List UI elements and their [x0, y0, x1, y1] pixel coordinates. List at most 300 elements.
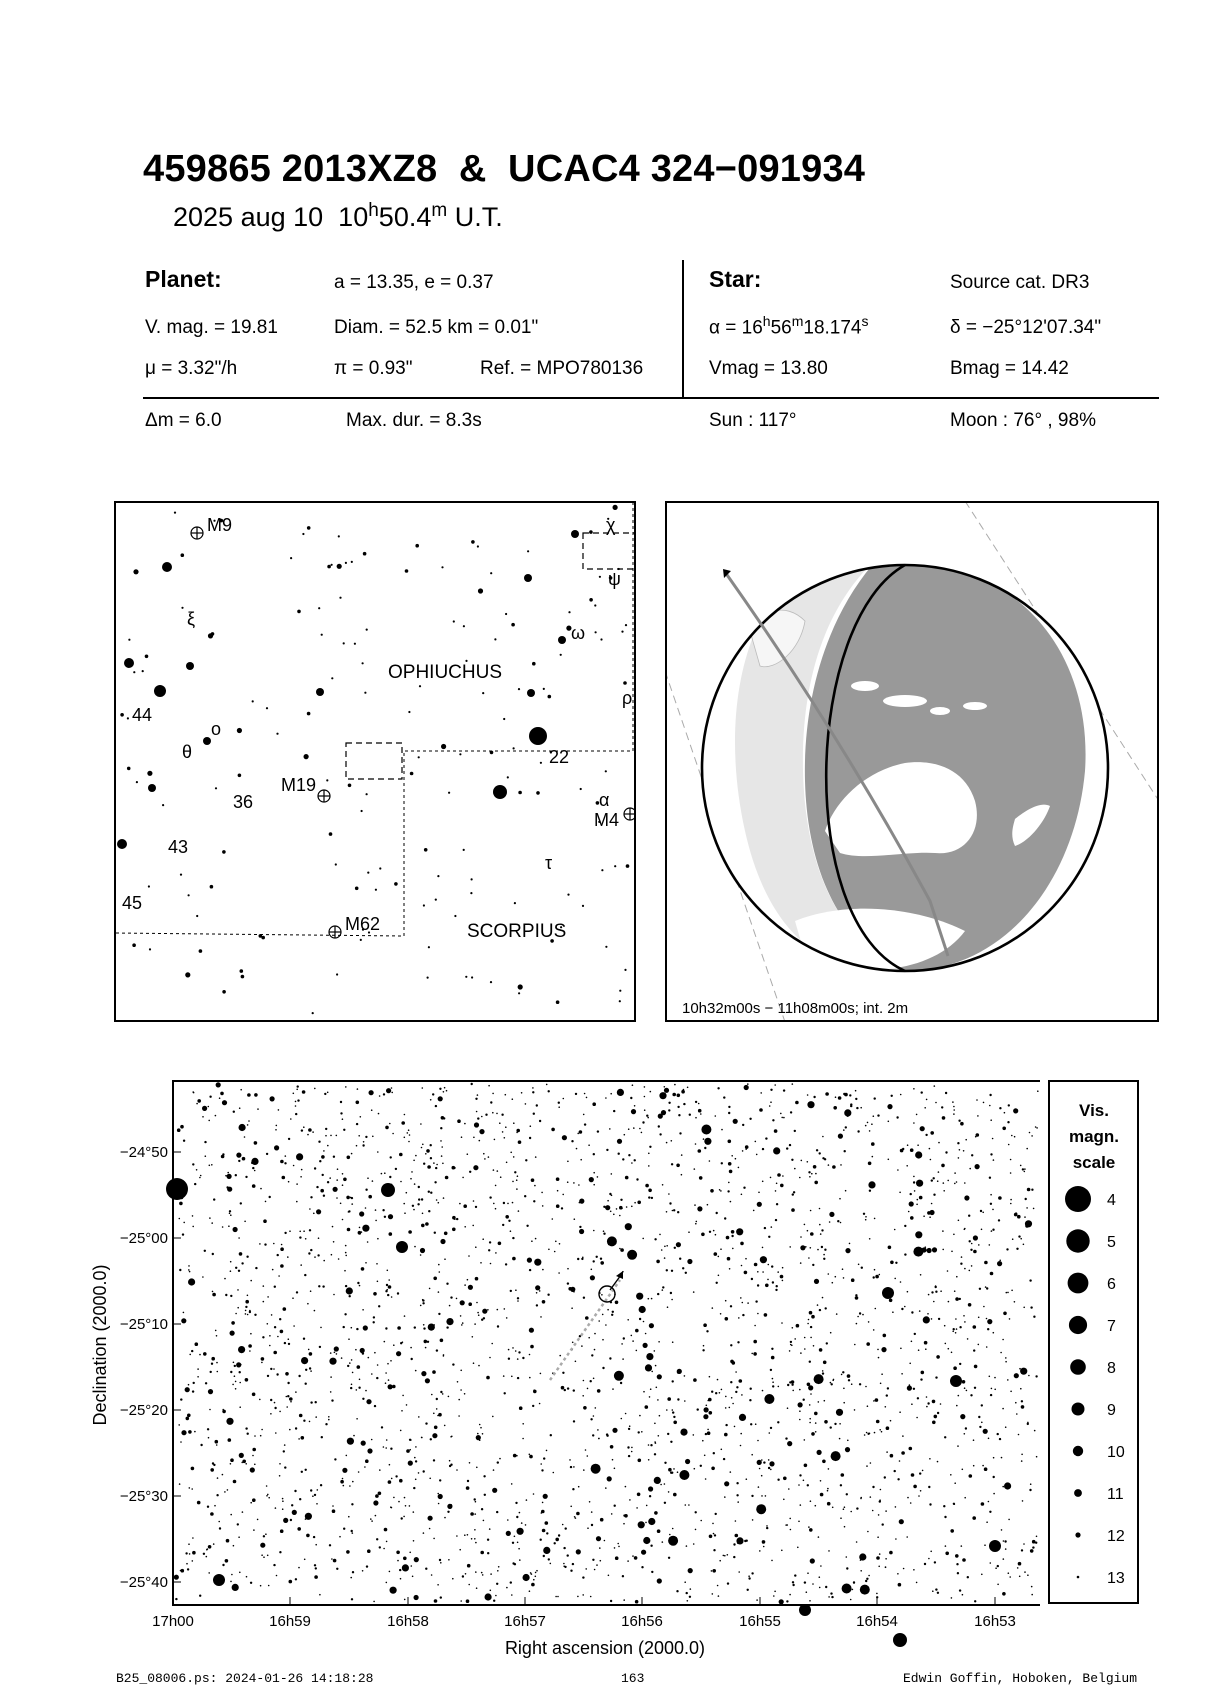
chart-star — [985, 1286, 987, 1288]
chart-star — [297, 1527, 301, 1531]
chart-star — [518, 1548, 520, 1550]
chart-star — [973, 1349, 975, 1351]
chart-star — [973, 1250, 977, 1254]
chart-star — [275, 1432, 277, 1434]
constellation-scorpius: SCORPIUS — [467, 921, 567, 942]
chart-star — [359, 1285, 361, 1287]
chart-star — [293, 1325, 295, 1327]
chart-star — [724, 1433, 728, 1437]
chart-star — [175, 1598, 177, 1600]
chart-star — [799, 1177, 801, 1179]
chart-star — [740, 1242, 744, 1246]
chart-star — [322, 1285, 324, 1287]
chart-star — [385, 1290, 387, 1292]
chart-star — [496, 1583, 498, 1585]
chart-star — [800, 1352, 802, 1354]
chart-star — [899, 1411, 901, 1413]
chart-star — [481, 1116, 483, 1118]
chart-star — [443, 1197, 445, 1199]
chart-star — [489, 1357, 491, 1359]
chart-star — [480, 1427, 482, 1429]
chart-star — [570, 1570, 572, 1572]
chart-star — [919, 1472, 921, 1474]
chart-star — [325, 1423, 327, 1425]
chart-star — [358, 1471, 360, 1473]
chart-star — [497, 1461, 499, 1463]
chart-star — [282, 1500, 284, 1502]
chart-star — [365, 1262, 367, 1264]
chart-star — [789, 1594, 791, 1596]
chart-star — [536, 1570, 538, 1572]
chart-star — [251, 1162, 253, 1164]
chart-star — [383, 1446, 385, 1448]
chart-star — [487, 1552, 489, 1554]
chart-star — [511, 1483, 513, 1485]
chart-star — [953, 1106, 955, 1108]
chart-star — [365, 1136, 367, 1138]
chart-star — [757, 1284, 759, 1286]
chart-star — [935, 1376, 937, 1378]
chart-star — [969, 1240, 971, 1242]
chart-star — [648, 1459, 650, 1461]
chart-star — [628, 1154, 630, 1156]
chart-star — [309, 1367, 311, 1369]
chart-star — [413, 1160, 415, 1162]
chart-star — [443, 1091, 445, 1093]
chart-star — [728, 1140, 732, 1144]
chart-star — [827, 1502, 831, 1506]
finder-star — [613, 505, 618, 510]
chart-star — [817, 1304, 819, 1306]
chart-star — [305, 1238, 307, 1240]
chart-star — [288, 1138, 290, 1140]
chart-star — [862, 1314, 864, 1316]
chart-star — [439, 1479, 441, 1481]
chart-star — [269, 1335, 271, 1337]
chart-star — [717, 1087, 719, 1089]
chart-star — [529, 1328, 534, 1333]
chart-star — [425, 1222, 429, 1226]
chart-star — [958, 1220, 960, 1222]
chart-star — [557, 1596, 559, 1598]
chart-star — [847, 1374, 851, 1378]
chart-star — [814, 1279, 819, 1284]
chart-star — [723, 1458, 725, 1460]
chart-star — [332, 1505, 334, 1507]
chart-star — [625, 1486, 627, 1488]
chart-star — [279, 1318, 281, 1320]
chart-star — [981, 1574, 983, 1576]
chart-star — [589, 1177, 594, 1182]
chart-star — [861, 1267, 863, 1269]
chart-star — [648, 1518, 655, 1525]
chart-star — [1037, 1090, 1039, 1092]
chart-star — [902, 1435, 904, 1437]
chart-star — [285, 1372, 289, 1376]
chart-star — [789, 1246, 791, 1248]
chart-star — [1027, 1574, 1029, 1576]
chart-star — [770, 1369, 772, 1371]
chart-star — [1035, 1542, 1037, 1544]
chart-star — [672, 1528, 674, 1530]
chart-star — [724, 1217, 726, 1219]
chart-star — [422, 1302, 424, 1304]
chart-star — [704, 1407, 709, 1412]
chart-star — [672, 1093, 676, 1097]
globe-time-caption: 10h32m00s − 11h08m00s; int. 2m — [682, 1000, 909, 1017]
chart-star — [846, 1493, 848, 1495]
chart-star — [827, 1488, 829, 1490]
chart-star — [713, 1230, 715, 1232]
chart-star — [381, 1426, 383, 1428]
chart-star — [719, 1189, 721, 1191]
chart-star — [231, 1321, 235, 1325]
chart-star — [238, 1237, 240, 1239]
chart-star — [945, 1343, 947, 1345]
chart-star — [446, 1326, 448, 1328]
chart-star — [873, 1115, 875, 1117]
chart-star — [810, 1393, 812, 1395]
chart-star — [736, 1494, 738, 1496]
finder-star — [415, 544, 419, 548]
chart-star — [280, 1264, 284, 1268]
chart-star — [356, 1145, 358, 1147]
chart-star — [622, 1158, 624, 1160]
chart-star — [962, 1594, 964, 1596]
chart-star — [703, 1323, 707, 1327]
chart-star — [873, 1400, 875, 1402]
chart-star — [768, 1459, 770, 1461]
chart-star — [693, 1543, 695, 1545]
chart-star — [268, 1497, 270, 1499]
chart-star — [456, 1535, 458, 1537]
chart-star — [851, 1278, 855, 1282]
chart-star — [222, 1409, 224, 1411]
chart-star — [953, 1234, 955, 1236]
chart-star — [1005, 1426, 1007, 1428]
chart-star — [535, 1285, 540, 1290]
chart-star — [353, 1435, 355, 1437]
chart-star — [314, 1256, 316, 1258]
chart-star — [234, 1365, 236, 1367]
chart-star — [411, 1171, 413, 1173]
chart-star — [762, 1271, 764, 1273]
finder-star — [601, 869, 603, 871]
chart-star — [748, 1577, 750, 1579]
chart-star — [715, 1115, 717, 1117]
chart-star — [488, 1085, 490, 1087]
finder-star — [133, 569, 138, 574]
chart-star — [923, 1215, 925, 1217]
chart-star — [303, 1420, 305, 1422]
finder-star — [133, 671, 135, 673]
chart-star — [762, 1247, 764, 1249]
star-chart-frame — [173, 1081, 1040, 1605]
chart-star — [222, 1100, 227, 1105]
chart-star — [239, 1453, 244, 1458]
chart-star — [475, 1206, 477, 1208]
chart-star — [374, 1405, 376, 1407]
chart-star — [698, 1109, 702, 1113]
chart-star — [293, 1165, 295, 1167]
chart-star — [668, 1557, 670, 1559]
chart-star — [892, 1311, 894, 1313]
chart-star — [961, 1545, 963, 1547]
chart-star — [242, 1157, 246, 1161]
chart-star — [490, 1590, 492, 1592]
chart-star — [229, 1210, 231, 1212]
chart-star — [388, 1384, 393, 1389]
chart-star — [1024, 1171, 1026, 1173]
chart-star — [396, 1351, 401, 1356]
finder-star — [379, 867, 381, 869]
finder-star — [180, 874, 182, 876]
chart-star — [623, 1599, 625, 1601]
chart-star — [1025, 1224, 1029, 1228]
chart-star — [413, 1540, 415, 1542]
chart-star — [614, 1505, 616, 1507]
scale-title-line: Vis. — [1079, 1101, 1109, 1120]
chart-star — [591, 1269, 593, 1271]
chart-star — [316, 1503, 318, 1505]
chart-star — [282, 1498, 284, 1500]
chart-star — [814, 1181, 818, 1185]
finder-star — [238, 774, 242, 778]
chart-star — [301, 1357, 308, 1364]
chart-star — [839, 1423, 841, 1425]
chart-star — [942, 1249, 944, 1251]
chart-star — [488, 1249, 490, 1251]
chart-star — [704, 1138, 711, 1145]
chart-star — [460, 1389, 462, 1391]
chart-star — [957, 1445, 959, 1447]
chart-star — [856, 1323, 858, 1325]
chart-star — [558, 1102, 560, 1104]
chart-star — [469, 1462, 471, 1464]
chart-star — [934, 1085, 936, 1087]
chart-star — [305, 1369, 307, 1371]
chart-star — [296, 1153, 303, 1160]
chart-star — [708, 1398, 712, 1402]
chart-star — [917, 1397, 919, 1399]
chart-star — [216, 1362, 218, 1364]
chart-star — [183, 1140, 185, 1142]
chart-star — [245, 1313, 247, 1315]
chart-star — [668, 1491, 670, 1493]
chart-star — [444, 1517, 446, 1519]
chart-star — [932, 1421, 936, 1425]
chart-star — [408, 1461, 413, 1466]
finder-star — [186, 662, 194, 670]
chart-star — [885, 1406, 887, 1408]
chart-star — [651, 1298, 653, 1300]
chart-star — [612, 1311, 614, 1313]
finder-star — [290, 557, 292, 559]
chart-star — [356, 1123, 358, 1125]
finder-star — [162, 562, 172, 572]
chart-star — [384, 1341, 386, 1343]
chart-star — [727, 1190, 729, 1192]
finder-star — [132, 943, 136, 947]
chart-star — [977, 1115, 979, 1117]
chart-star — [769, 1461, 774, 1466]
finder-star — [148, 784, 156, 792]
chart-star — [531, 1583, 535, 1587]
chart-star — [999, 1438, 1001, 1440]
chart-star — [362, 1570, 364, 1572]
chart-star — [901, 1308, 903, 1310]
chart-star — [516, 1179, 518, 1181]
chart-star — [343, 1485, 345, 1487]
chart-star — [556, 1204, 560, 1208]
chart-star — [299, 1231, 301, 1233]
label-alpha: α — [599, 790, 610, 810]
chart-star — [944, 1325, 946, 1327]
chart-star — [338, 1258, 340, 1260]
chart-star — [344, 1313, 346, 1315]
chart-star — [735, 1158, 737, 1160]
chart-star — [904, 1306, 906, 1308]
chart-star — [971, 1265, 973, 1267]
chart-star — [735, 1534, 739, 1538]
chart-star — [728, 1106, 730, 1108]
chart-star — [284, 1466, 286, 1468]
chart-star — [263, 1301, 265, 1303]
chart-star — [876, 1420, 880, 1424]
chart-star — [602, 1339, 604, 1341]
chart-star — [413, 1209, 415, 1211]
finder-star — [410, 772, 414, 776]
chart-star — [1035, 1375, 1037, 1377]
chart-star — [427, 1341, 429, 1343]
chart-star — [302, 1090, 306, 1094]
chart-star — [853, 1582, 855, 1584]
chart-star — [550, 1434, 552, 1436]
chart-star — [553, 1472, 555, 1474]
chart-star — [940, 1290, 942, 1292]
chart-star — [936, 1355, 940, 1359]
chart-star — [780, 1184, 784, 1188]
chart-star — [599, 1547, 601, 1549]
chart-star — [816, 1149, 818, 1151]
chart-star — [310, 1249, 312, 1251]
finder-star — [494, 638, 496, 640]
chart-star — [230, 1463, 232, 1465]
chart-star — [367, 1241, 369, 1243]
chart-star — [916, 1417, 918, 1419]
chart-star — [740, 1297, 742, 1299]
chart-star — [373, 1601, 375, 1603]
finder-star — [318, 607, 320, 609]
chart-star — [832, 1165, 836, 1169]
chart-star — [444, 1425, 446, 1427]
cluster-m4-icon — [624, 808, 636, 820]
chart-star — [962, 1558, 966, 1562]
chart-star — [377, 1364, 379, 1366]
chart-star — [867, 1405, 869, 1407]
chart-star — [810, 1326, 812, 1328]
chart-star — [366, 1565, 368, 1567]
chart-star — [319, 1346, 321, 1348]
chart-star — [347, 1438, 354, 1445]
chart-star — [576, 1148, 578, 1150]
chart-star — [552, 1218, 554, 1220]
chart-star — [897, 1169, 899, 1171]
chart-star — [429, 1288, 431, 1290]
chart-star — [762, 1148, 764, 1150]
chart-star — [910, 1502, 912, 1504]
chart-star — [548, 1558, 550, 1560]
chart-star — [304, 1274, 306, 1276]
chart-star — [972, 1516, 976, 1520]
chart-star — [875, 1275, 879, 1279]
chart-star — [248, 1120, 250, 1122]
chart-star — [753, 1352, 757, 1356]
chart-star — [678, 1114, 680, 1116]
chart-star — [465, 1573, 467, 1575]
chart-star — [277, 1254, 279, 1256]
chart-star — [607, 1476, 612, 1481]
chart-star — [677, 1369, 682, 1374]
chart-star — [283, 1307, 287, 1311]
finder-star — [556, 1000, 560, 1004]
chart-star — [508, 1349, 510, 1351]
chart-star — [817, 1249, 819, 1251]
chart-star — [236, 1362, 241, 1367]
chart-star — [507, 1519, 509, 1521]
chart-star — [671, 1140, 673, 1142]
chart-star — [923, 1316, 930, 1323]
chart-star — [904, 1253, 906, 1255]
chart-star — [738, 1571, 740, 1573]
chart-star — [950, 1375, 962, 1387]
chart-star — [567, 1282, 569, 1284]
chart-star — [266, 1495, 268, 1497]
chart-star — [533, 1579, 535, 1581]
chart-star — [1014, 1213, 1018, 1217]
chart-star — [646, 1505, 648, 1507]
chart-star — [506, 1317, 508, 1319]
finder-star — [348, 784, 352, 788]
chart-star — [327, 1181, 329, 1183]
chart-star — [191, 1467, 195, 1471]
planet-parallax: π = 0.93" — [334, 358, 413, 379]
chart-star — [601, 1294, 603, 1296]
chart-star — [701, 1233, 705, 1237]
chart-star — [843, 1508, 845, 1510]
chart-star — [757, 1313, 759, 1315]
chart-star — [576, 1512, 580, 1516]
chart-star — [799, 1474, 801, 1476]
chart-star — [208, 1545, 212, 1549]
chart-star — [648, 1196, 650, 1198]
chart-star — [357, 1282, 359, 1284]
chart-star — [954, 1183, 956, 1185]
chart-star — [668, 1102, 670, 1104]
chart-star — [666, 1409, 668, 1411]
chart-star — [672, 1409, 674, 1411]
chart-star — [709, 1231, 711, 1233]
chart-star — [288, 1343, 290, 1345]
chart-star — [411, 1358, 413, 1360]
chart-star — [956, 1328, 958, 1330]
chart-star — [268, 1585, 270, 1587]
star-declination: δ = −25°12'07.34" — [950, 317, 1102, 338]
chart-star — [482, 1309, 487, 1314]
chart-star — [328, 1416, 330, 1418]
chart-star — [631, 1162, 633, 1164]
chart-star — [247, 1124, 249, 1126]
